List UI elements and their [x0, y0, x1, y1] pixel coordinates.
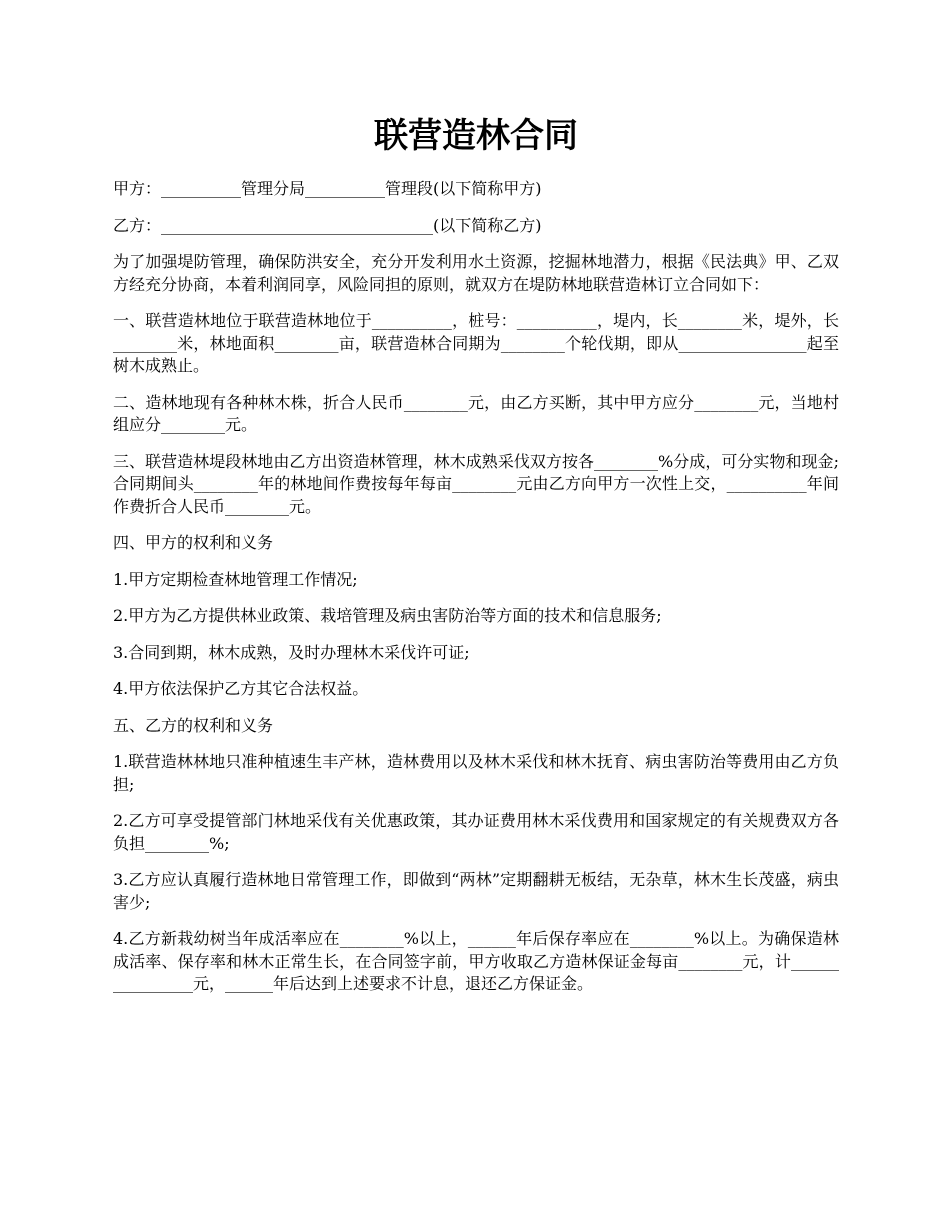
preamble: 为了加强堤防管理，确保防洪安全，充分开发利用水土资源，挖掘林地潜力，根据《民法典》甲、乙双方经充分协商，本着利润同享，风险同担的原则，就双方在堤防林地联营造林订立合同如下： — [113, 252, 839, 294]
contract-title: 联营造林合同 — [374, 116, 578, 156]
section-4-item-2: 2.甲方为乙方提供林业政策、栽培管理及病虫害防治等方面的技术和信息服务; — [113, 606, 662, 625]
section-4-heading: 四、甲方的权利和义务 — [113, 533, 274, 552]
section-5-item-3: 3.乙方应认真履行造林地日常管理工作，即做到“两林”定期翻耕无板结，无杂草，林木生长茂盛，病虫害少; — [113, 870, 839, 912]
party-b-line: 乙方：__________________________________(以下简称乙方) — [113, 215, 542, 235]
party-a-line: 甲方：__________管理分局__________管理段(以下简称甲方) — [113, 179, 542, 198]
section-4-item-3: 3.合同到期，林木成熟，及时办理林木采伐许可证; — [113, 642, 470, 662]
clause-3: 三、联营造林堤段林地由乙方出资造林管理，林木成熟采伐双方按各________%分成，可分实物和现金;合同期间头________年的林地间作费按每年每亩________元由乙方向甲方一次性上交，__________年间作费折合人民币________元。 — [113, 451, 839, 516]
clause-2: 二、造林地现有各种林木株，折合人民币________元，由乙方买断，其中甲方应分________元，当地村组应分________元。 — [113, 392, 839, 434]
section-4-item-4: 4.甲方依法保护乙方其它合法权益。 — [113, 679, 369, 698]
contract-page — [113, 112, 839, 1010]
section-5-heading: 五、乙方的权利和义务 — [113, 715, 274, 735]
section-4-item-1: 1.甲方定期检查林地管理工作情况; — [113, 569, 358, 589]
clause-1: 一、联营造林地位于联营造林地位于__________，桩号：__________，堤内，长________米，堤外，长________米，林地面积________亩，联营造林合同期为________个轮伐期，即从________________起至树木成熟止。 — [113, 311, 839, 375]
section-5-item-2: 2.乙方可享受提管部门林地采伐有关优惠政策，其办证费用林木采伐费用和国家规定的有关规费双方各负担________%; — [113, 811, 839, 853]
section-5-item-4: 4.乙方新栽幼树当年成活率应在________%以上，______年后保存率应在________%以上。为确保造林成活率、保存率和林木正常生长，在合同签字前，甲方收取乙方造林保证金每亩________元，计________________元，______年后达到上述要求不计息，退还乙方保证金。 — [113, 929, 839, 993]
section-5-item-1: 1.联营造林林地只准种植速生丰产林，造林费用以及林木采伐和林木抚育、病虫害防治等费用由乙方负担; — [113, 752, 839, 794]
